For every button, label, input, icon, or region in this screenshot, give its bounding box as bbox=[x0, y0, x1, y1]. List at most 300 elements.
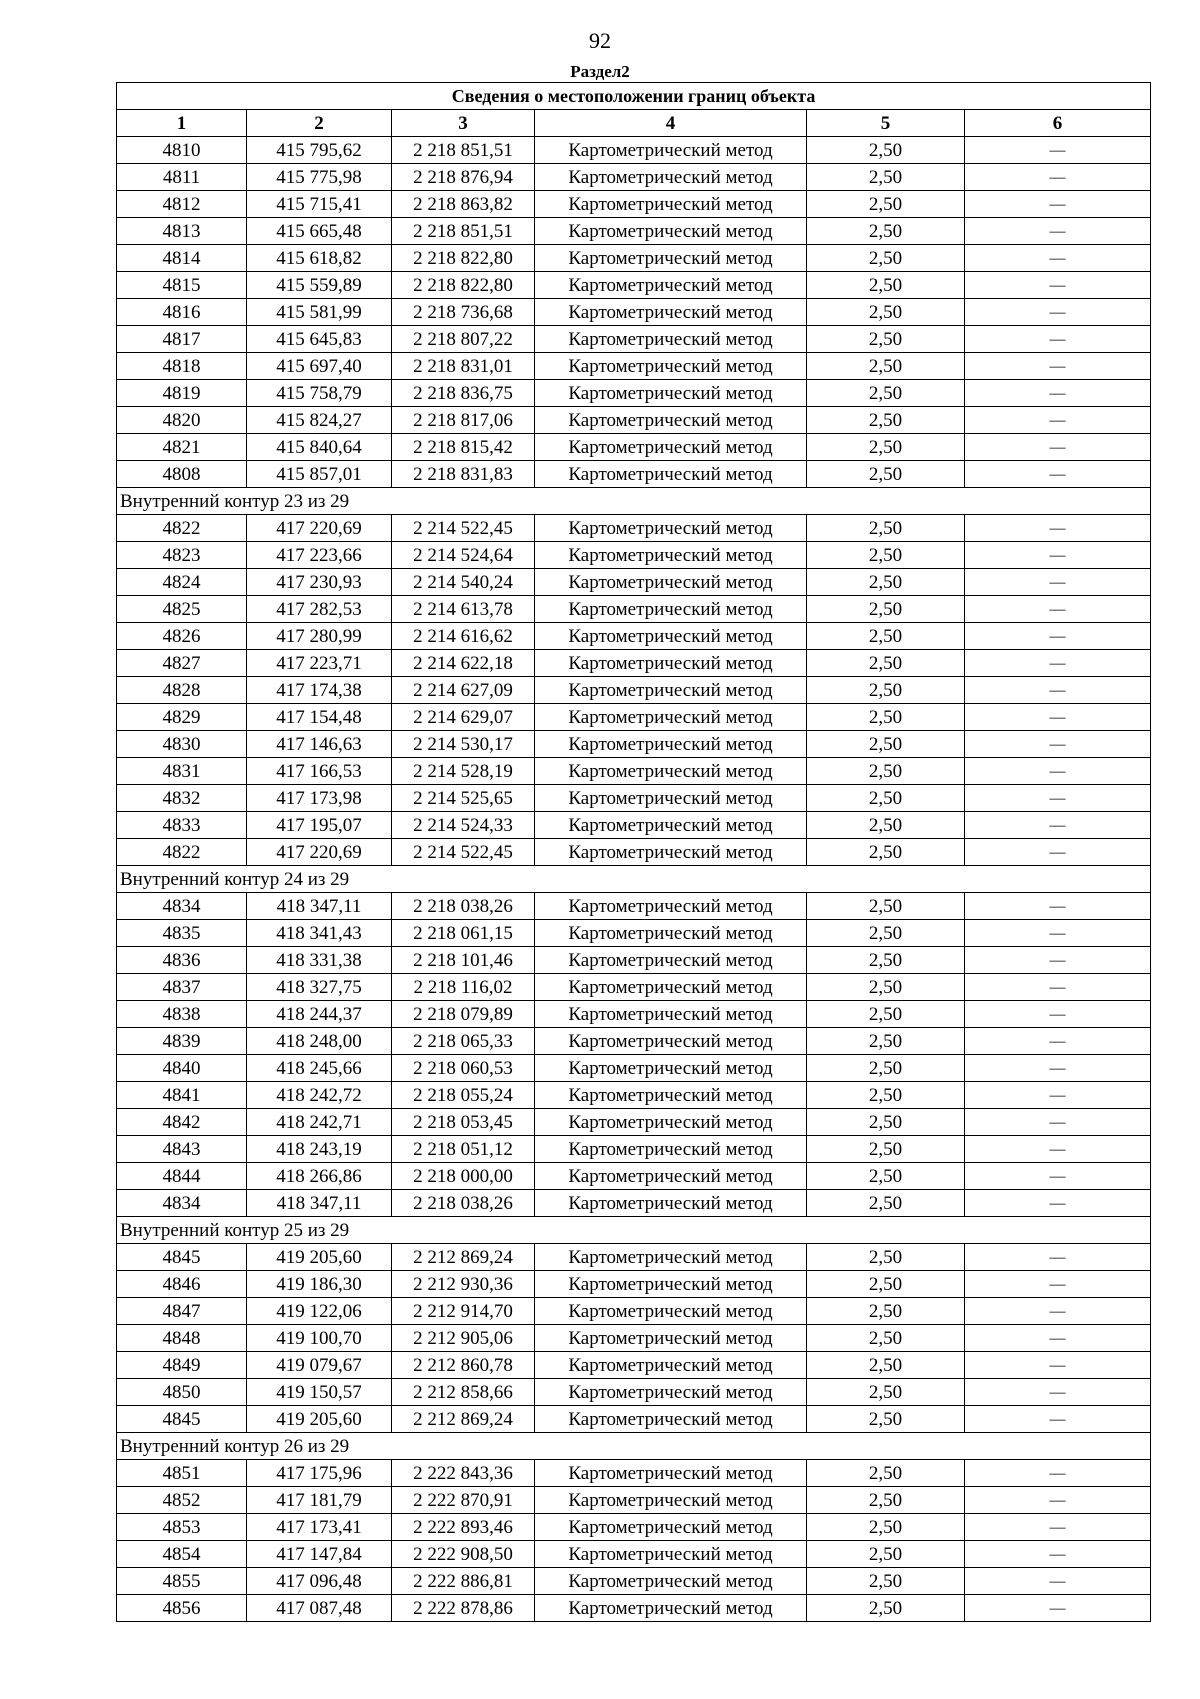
accuracy-cell: 2,50 bbox=[807, 1514, 965, 1541]
description-cell: — bbox=[965, 974, 1151, 1001]
point-number-cell: 4817 bbox=[117, 326, 247, 353]
accuracy-cell: 2,50 bbox=[807, 1406, 965, 1433]
x-coordinate-cell: 415 840,64 bbox=[247, 434, 392, 461]
table-row bbox=[117, 947, 1151, 974]
method-cell: Картометрический метод bbox=[535, 434, 807, 461]
description-cell: — bbox=[965, 542, 1151, 569]
table-row bbox=[117, 1568, 1151, 1595]
x-coordinate-cell: 415 581,99 bbox=[247, 299, 392, 326]
description-cell: — bbox=[965, 299, 1151, 326]
method-cell: Картометрический метод bbox=[535, 542, 807, 569]
method-cell: Картометрический метод bbox=[535, 1352, 807, 1379]
table-body bbox=[117, 137, 1151, 1622]
method-cell: Картометрический метод bbox=[535, 1190, 807, 1217]
table-row bbox=[117, 1406, 1151, 1433]
y-coordinate-cell: 2 214 629,07 bbox=[392, 704, 535, 731]
method-cell: Картометрический метод bbox=[535, 1298, 807, 1325]
y-coordinate-cell: 2 218 000,00 bbox=[392, 1163, 535, 1190]
x-coordinate-cell: 419 205,60 bbox=[247, 1244, 392, 1271]
method-cell: Картометрический метод bbox=[535, 1325, 807, 1352]
x-coordinate-cell: 419 186,30 bbox=[247, 1271, 392, 1298]
point-number-cell: 4852 bbox=[117, 1487, 247, 1514]
method-cell: Картометрический метод bbox=[535, 1271, 807, 1298]
method-cell: Картометрический метод bbox=[535, 1055, 807, 1082]
description-cell: — bbox=[965, 569, 1151, 596]
accuracy-cell: 2,50 bbox=[807, 704, 965, 731]
accuracy-cell: 2,50 bbox=[807, 218, 965, 245]
y-coordinate-cell: 2 218 851,51 bbox=[392, 218, 535, 245]
y-coordinate-cell: 2 212 858,66 bbox=[392, 1379, 535, 1406]
description-cell: — bbox=[965, 272, 1151, 299]
point-number-cell: 4816 bbox=[117, 299, 247, 326]
description-cell: — bbox=[965, 1271, 1151, 1298]
x-coordinate-cell: 419 100,70 bbox=[247, 1325, 392, 1352]
description-cell: — bbox=[965, 353, 1151, 380]
table-row bbox=[117, 1379, 1151, 1406]
y-coordinate-cell: 2 218 101,46 bbox=[392, 947, 535, 974]
y-coordinate-cell: 2 218 822,80 bbox=[392, 245, 535, 272]
y-coordinate-cell: 2 218 116,02 bbox=[392, 974, 535, 1001]
accuracy-cell: 2,50 bbox=[807, 812, 965, 839]
point-number-cell: 4847 bbox=[117, 1298, 247, 1325]
method-cell: Картометрический метод bbox=[535, 245, 807, 272]
y-coordinate-cell: 2 212 905,06 bbox=[392, 1325, 535, 1352]
accuracy-cell: 2,50 bbox=[807, 677, 965, 704]
x-coordinate-cell: 418 341,43 bbox=[247, 920, 392, 947]
method-cell: Картометрический метод bbox=[535, 1595, 807, 1622]
point-number-cell: 4834 bbox=[117, 1190, 247, 1217]
description-cell: — bbox=[965, 1109, 1151, 1136]
contour-label: Внутренний контур 23 из 29 bbox=[117, 488, 1151, 515]
point-number-cell: 4814 bbox=[117, 245, 247, 272]
accuracy-cell: 2,50 bbox=[807, 1541, 965, 1568]
table-row bbox=[117, 1109, 1151, 1136]
method-cell: Картометрический метод bbox=[535, 1406, 807, 1433]
point-number-cell: 4827 bbox=[117, 650, 247, 677]
description-cell: — bbox=[965, 1568, 1151, 1595]
x-coordinate-cell: 417 096,48 bbox=[247, 1568, 392, 1595]
description-cell: — bbox=[965, 596, 1151, 623]
x-coordinate-cell: 417 087,48 bbox=[247, 1595, 392, 1622]
accuracy-cell: 2,50 bbox=[807, 1109, 965, 1136]
description-cell: — bbox=[965, 1298, 1151, 1325]
method-cell: Картометрический метод bbox=[535, 1487, 807, 1514]
table-row bbox=[117, 1595, 1151, 1622]
y-coordinate-cell: 2 214 522,45 bbox=[392, 515, 535, 542]
accuracy-cell: 2,50 bbox=[807, 272, 965, 299]
x-coordinate-cell: 417 223,66 bbox=[247, 542, 392, 569]
method-cell: Картометрический метод bbox=[535, 1379, 807, 1406]
table-row bbox=[117, 1514, 1151, 1541]
y-coordinate-cell: 2 218 831,01 bbox=[392, 353, 535, 380]
point-number-cell: 4838 bbox=[117, 1001, 247, 1028]
table-row bbox=[117, 1352, 1151, 1379]
contour-header-row bbox=[117, 1217, 1151, 1244]
x-coordinate-cell: 417 146,63 bbox=[247, 731, 392, 758]
y-coordinate-cell: 2 218 807,22 bbox=[392, 326, 535, 353]
x-coordinate-cell: 415 618,82 bbox=[247, 245, 392, 272]
accuracy-cell: 2,50 bbox=[807, 1190, 965, 1217]
accuracy-cell: 2,50 bbox=[807, 650, 965, 677]
table-row bbox=[117, 839, 1151, 866]
x-coordinate-cell: 418 266,86 bbox=[247, 1163, 392, 1190]
accuracy-cell: 2,50 bbox=[807, 434, 965, 461]
point-number-cell: 4826 bbox=[117, 623, 247, 650]
accuracy-cell: 2,50 bbox=[807, 1082, 965, 1109]
point-number-cell: 4848 bbox=[117, 1325, 247, 1352]
point-number-cell: 4808 bbox=[117, 461, 247, 488]
description-cell: — bbox=[965, 893, 1151, 920]
y-coordinate-cell: 2 214 613,78 bbox=[392, 596, 535, 623]
y-coordinate-cell: 2 214 522,45 bbox=[392, 839, 535, 866]
y-coordinate-cell: 2 218 061,15 bbox=[392, 920, 535, 947]
accuracy-cell: 2,50 bbox=[807, 461, 965, 488]
method-cell: Картометрический метод bbox=[535, 596, 807, 623]
description-cell: — bbox=[965, 1514, 1151, 1541]
x-coordinate-cell: 417 181,79 bbox=[247, 1487, 392, 1514]
accuracy-cell: 2,50 bbox=[807, 1244, 965, 1271]
table-row bbox=[117, 1244, 1151, 1271]
table-row bbox=[117, 920, 1151, 947]
x-coordinate-cell: 419 150,57 bbox=[247, 1379, 392, 1406]
x-coordinate-cell: 417 223,71 bbox=[247, 650, 392, 677]
accuracy-cell: 2,50 bbox=[807, 947, 965, 974]
x-coordinate-cell: 415 795,62 bbox=[247, 137, 392, 164]
accuracy-cell: 2,50 bbox=[807, 191, 965, 218]
method-cell: Картометрический метод bbox=[535, 704, 807, 731]
x-coordinate-cell: 417 173,41 bbox=[247, 1514, 392, 1541]
y-coordinate-cell: 2 218 065,33 bbox=[392, 1028, 535, 1055]
x-coordinate-cell: 415 715,41 bbox=[247, 191, 392, 218]
accuracy-cell: 2,50 bbox=[807, 758, 965, 785]
point-number-cell: 4828 bbox=[117, 677, 247, 704]
description-cell: — bbox=[965, 218, 1151, 245]
table-row bbox=[117, 623, 1151, 650]
method-cell: Картометрический метод bbox=[535, 731, 807, 758]
accuracy-cell: 2,50 bbox=[807, 1379, 965, 1406]
table-row bbox=[117, 353, 1151, 380]
table-row bbox=[117, 1541, 1151, 1568]
boundary-coordinates-table bbox=[116, 82, 1151, 1622]
description-cell: — bbox=[965, 137, 1151, 164]
y-coordinate-cell: 2 214 528,19 bbox=[392, 758, 535, 785]
table-row bbox=[117, 191, 1151, 218]
x-coordinate-cell: 417 175,96 bbox=[247, 1460, 392, 1487]
point-number-cell: 4830 bbox=[117, 731, 247, 758]
method-cell: Картометрический метод bbox=[535, 1082, 807, 1109]
y-coordinate-cell: 2 214 524,33 bbox=[392, 812, 535, 839]
method-cell: Картометрический метод bbox=[535, 569, 807, 596]
accuracy-cell: 2,50 bbox=[807, 380, 965, 407]
description-cell: — bbox=[965, 461, 1151, 488]
column-header: 5 bbox=[807, 110, 965, 137]
x-coordinate-cell: 419 079,67 bbox=[247, 1352, 392, 1379]
method-cell: Картометрический метод bbox=[535, 974, 807, 1001]
table-row bbox=[117, 1190, 1151, 1217]
method-cell: Картометрический метод bbox=[535, 812, 807, 839]
point-number-cell: 4825 bbox=[117, 596, 247, 623]
method-cell: Картометрический метод bbox=[535, 1244, 807, 1271]
contour-header-row bbox=[117, 1433, 1151, 1460]
description-cell: — bbox=[965, 434, 1151, 461]
x-coordinate-cell: 417 220,69 bbox=[247, 515, 392, 542]
y-coordinate-cell: 2 218 051,12 bbox=[392, 1136, 535, 1163]
accuracy-cell: 2,50 bbox=[807, 731, 965, 758]
method-cell: Картометрический метод bbox=[535, 299, 807, 326]
accuracy-cell: 2,50 bbox=[807, 623, 965, 650]
point-number-cell: 4834 bbox=[117, 893, 247, 920]
table-row bbox=[117, 218, 1151, 245]
description-cell: — bbox=[965, 245, 1151, 272]
point-number-cell: 4845 bbox=[117, 1244, 247, 1271]
method-cell: Картометрический метод bbox=[535, 785, 807, 812]
point-number-cell: 4843 bbox=[117, 1136, 247, 1163]
method-cell: Картометрический метод bbox=[535, 650, 807, 677]
table-row bbox=[117, 1460, 1151, 1487]
method-cell: Картометрический метод bbox=[535, 1028, 807, 1055]
description-cell: — bbox=[965, 1190, 1151, 1217]
y-coordinate-cell: 2 218 736,68 bbox=[392, 299, 535, 326]
y-coordinate-cell: 2 214 525,65 bbox=[392, 785, 535, 812]
x-coordinate-cell: 417 154,48 bbox=[247, 704, 392, 731]
table-row bbox=[117, 1325, 1151, 1352]
point-number-cell: 4822 bbox=[117, 839, 247, 866]
description-cell: — bbox=[965, 1325, 1151, 1352]
y-coordinate-cell: 2 212 869,24 bbox=[392, 1244, 535, 1271]
method-cell: Картометрический метод bbox=[535, 839, 807, 866]
table-row bbox=[117, 596, 1151, 623]
accuracy-cell: 2,50 bbox=[807, 1055, 965, 1082]
method-cell: Картометрический метод bbox=[535, 1514, 807, 1541]
description-cell: — bbox=[965, 650, 1151, 677]
x-coordinate-cell: 415 775,98 bbox=[247, 164, 392, 191]
accuracy-cell: 2,50 bbox=[807, 542, 965, 569]
x-coordinate-cell: 418 242,72 bbox=[247, 1082, 392, 1109]
method-cell: Картометрический метод bbox=[535, 1109, 807, 1136]
accuracy-cell: 2,50 bbox=[807, 1271, 965, 1298]
description-cell: — bbox=[965, 1379, 1151, 1406]
x-coordinate-cell: 418 248,00 bbox=[247, 1028, 392, 1055]
description-cell: — bbox=[965, 1244, 1151, 1271]
description-cell: — bbox=[965, 677, 1151, 704]
y-coordinate-cell: 2 212 860,78 bbox=[392, 1352, 535, 1379]
y-coordinate-cell: 2 222 886,81 bbox=[392, 1568, 535, 1595]
y-coordinate-cell: 2 218 079,89 bbox=[392, 1001, 535, 1028]
y-coordinate-cell: 2 222 878,86 bbox=[392, 1595, 535, 1622]
point-number-cell: 4849 bbox=[117, 1352, 247, 1379]
y-coordinate-cell: 2 214 627,09 bbox=[392, 677, 535, 704]
y-coordinate-cell: 2 222 908,50 bbox=[392, 1541, 535, 1568]
table-row bbox=[117, 1082, 1151, 1109]
y-coordinate-cell: 2 212 914,70 bbox=[392, 1298, 535, 1325]
method-cell: Картометрический метод bbox=[535, 677, 807, 704]
description-cell: — bbox=[965, 164, 1151, 191]
point-number-cell: 4821 bbox=[117, 434, 247, 461]
description-cell: — bbox=[965, 947, 1151, 974]
method-cell: Картометрический метод bbox=[535, 191, 807, 218]
description-cell: — bbox=[965, 1595, 1151, 1622]
table-row bbox=[117, 974, 1151, 1001]
point-number-cell: 4812 bbox=[117, 191, 247, 218]
y-coordinate-cell: 2 218 815,42 bbox=[392, 434, 535, 461]
y-coordinate-cell: 2 212 930,36 bbox=[392, 1271, 535, 1298]
table-row bbox=[117, 1136, 1151, 1163]
table-row bbox=[117, 1271, 1151, 1298]
accuracy-cell: 2,50 bbox=[807, 353, 965, 380]
table-row bbox=[117, 569, 1151, 596]
point-number-cell: 4854 bbox=[117, 1541, 247, 1568]
point-number-cell: 4835 bbox=[117, 920, 247, 947]
point-number-cell: 4824 bbox=[117, 569, 247, 596]
contour-label: Внутренний контур 25 из 29 bbox=[117, 1217, 1151, 1244]
point-number-cell: 4842 bbox=[117, 1109, 247, 1136]
table-row bbox=[117, 677, 1151, 704]
y-coordinate-cell: 2 218 055,24 bbox=[392, 1082, 535, 1109]
method-cell: Картометрический метод bbox=[535, 164, 807, 191]
x-coordinate-cell: 417 166,53 bbox=[247, 758, 392, 785]
accuracy-cell: 2,50 bbox=[807, 1298, 965, 1325]
table-title: Сведения о местоположении границ объекта bbox=[117, 83, 1151, 110]
contour-label: Внутренний контур 26 из 29 bbox=[117, 1433, 1151, 1460]
x-coordinate-cell: 417 173,98 bbox=[247, 785, 392, 812]
accuracy-cell: 2,50 bbox=[807, 785, 965, 812]
x-coordinate-cell: 415 559,89 bbox=[247, 272, 392, 299]
accuracy-cell: 2,50 bbox=[807, 569, 965, 596]
table-row bbox=[117, 299, 1151, 326]
point-number-cell: 4837 bbox=[117, 974, 247, 1001]
description-cell: — bbox=[965, 920, 1151, 947]
table-row bbox=[117, 1028, 1151, 1055]
column-number-row bbox=[117, 110, 1151, 137]
method-cell: Картометрический метод bbox=[535, 947, 807, 974]
x-coordinate-cell: 417 195,07 bbox=[247, 812, 392, 839]
point-number-cell: 4813 bbox=[117, 218, 247, 245]
point-number-cell: 4839 bbox=[117, 1028, 247, 1055]
table-row bbox=[117, 326, 1151, 353]
table-row bbox=[117, 380, 1151, 407]
column-header: 3 bbox=[392, 110, 535, 137]
table-row bbox=[117, 461, 1151, 488]
y-coordinate-cell: 2 218 053,45 bbox=[392, 1109, 535, 1136]
point-number-cell: 4815 bbox=[117, 272, 247, 299]
x-coordinate-cell: 417 280,99 bbox=[247, 623, 392, 650]
point-number-cell: 4829 bbox=[117, 704, 247, 731]
y-coordinate-cell: 2 218 863,82 bbox=[392, 191, 535, 218]
point-number-cell: 4822 bbox=[117, 515, 247, 542]
accuracy-cell: 2,50 bbox=[807, 1163, 965, 1190]
x-coordinate-cell: 418 347,11 bbox=[247, 1190, 392, 1217]
description-cell: — bbox=[965, 407, 1151, 434]
accuracy-cell: 2,50 bbox=[807, 1487, 965, 1514]
point-number-cell: 4853 bbox=[117, 1514, 247, 1541]
table-row bbox=[117, 245, 1151, 272]
x-coordinate-cell: 417 147,84 bbox=[247, 1541, 392, 1568]
method-cell: Картометрический метод bbox=[535, 758, 807, 785]
point-number-cell: 4831 bbox=[117, 758, 247, 785]
accuracy-cell: 2,50 bbox=[807, 407, 965, 434]
description-cell: — bbox=[965, 326, 1151, 353]
description-cell: — bbox=[965, 1163, 1151, 1190]
y-coordinate-cell: 2 222 893,46 bbox=[392, 1514, 535, 1541]
table-row bbox=[117, 785, 1151, 812]
accuracy-cell: 2,50 bbox=[807, 1136, 965, 1163]
y-coordinate-cell: 2 218 851,51 bbox=[392, 137, 535, 164]
point-number-cell: 4851 bbox=[117, 1460, 247, 1487]
accuracy-cell: 2,50 bbox=[807, 839, 965, 866]
y-coordinate-cell: 2 214 530,17 bbox=[392, 731, 535, 758]
accuracy-cell: 2,50 bbox=[807, 299, 965, 326]
x-coordinate-cell: 417 174,38 bbox=[247, 677, 392, 704]
method-cell: Картометрический метод bbox=[535, 407, 807, 434]
x-coordinate-cell: 418 331,38 bbox=[247, 947, 392, 974]
y-coordinate-cell: 2 214 616,62 bbox=[392, 623, 535, 650]
description-cell: — bbox=[965, 623, 1151, 650]
x-coordinate-cell: 415 857,01 bbox=[247, 461, 392, 488]
method-cell: Картометрический метод bbox=[535, 137, 807, 164]
method-cell: Картометрический метод bbox=[535, 1568, 807, 1595]
point-number-cell: 4810 bbox=[117, 137, 247, 164]
description-cell: — bbox=[965, 1487, 1151, 1514]
x-coordinate-cell: 415 645,83 bbox=[247, 326, 392, 353]
point-number-cell: 4846 bbox=[117, 1271, 247, 1298]
description-cell: — bbox=[965, 1136, 1151, 1163]
point-number-cell: 4823 bbox=[117, 542, 247, 569]
accuracy-cell: 2,50 bbox=[807, 137, 965, 164]
y-coordinate-cell: 2 218 817,06 bbox=[392, 407, 535, 434]
x-coordinate-cell: 415 824,27 bbox=[247, 407, 392, 434]
accuracy-cell: 2,50 bbox=[807, 326, 965, 353]
method-cell: Картометрический метод bbox=[535, 272, 807, 299]
table-row bbox=[117, 893, 1151, 920]
x-coordinate-cell: 418 245,66 bbox=[247, 1055, 392, 1082]
table-row bbox=[117, 812, 1151, 839]
y-coordinate-cell: 2 222 870,91 bbox=[392, 1487, 535, 1514]
table-row bbox=[117, 164, 1151, 191]
point-number-cell: 4833 bbox=[117, 812, 247, 839]
y-coordinate-cell: 2 218 038,26 bbox=[392, 893, 535, 920]
accuracy-cell: 2,50 bbox=[807, 1028, 965, 1055]
point-number-cell: 4819 bbox=[117, 380, 247, 407]
accuracy-cell: 2,50 bbox=[807, 245, 965, 272]
method-cell: Картометрический метод bbox=[535, 1460, 807, 1487]
description-cell: — bbox=[965, 731, 1151, 758]
description-cell: — bbox=[965, 1406, 1151, 1433]
table-row bbox=[117, 704, 1151, 731]
y-coordinate-cell: 2 222 843,36 bbox=[392, 1460, 535, 1487]
x-coordinate-cell: 418 327,75 bbox=[247, 974, 392, 1001]
method-cell: Картометрический метод bbox=[535, 353, 807, 380]
point-number-cell: 4811 bbox=[117, 164, 247, 191]
point-number-cell: 4818 bbox=[117, 353, 247, 380]
method-cell: Картометрический метод bbox=[535, 1163, 807, 1190]
y-coordinate-cell: 2 214 540,24 bbox=[392, 569, 535, 596]
x-coordinate-cell: 418 244,37 bbox=[247, 1001, 392, 1028]
point-number-cell: 4832 bbox=[117, 785, 247, 812]
description-cell: — bbox=[965, 758, 1151, 785]
method-cell: Картометрический метод bbox=[535, 326, 807, 353]
accuracy-cell: 2,50 bbox=[807, 1568, 965, 1595]
y-coordinate-cell: 2 218 038,26 bbox=[392, 1190, 535, 1217]
point-number-cell: 4840 bbox=[117, 1055, 247, 1082]
accuracy-cell: 2,50 bbox=[807, 515, 965, 542]
method-cell: Картометрический метод bbox=[535, 1541, 807, 1568]
description-cell: — bbox=[965, 515, 1151, 542]
table-row bbox=[117, 650, 1151, 677]
accuracy-cell: 2,50 bbox=[807, 164, 965, 191]
accuracy-cell: 2,50 bbox=[807, 1325, 965, 1352]
table-row bbox=[117, 272, 1151, 299]
contour-header-row bbox=[117, 488, 1151, 515]
